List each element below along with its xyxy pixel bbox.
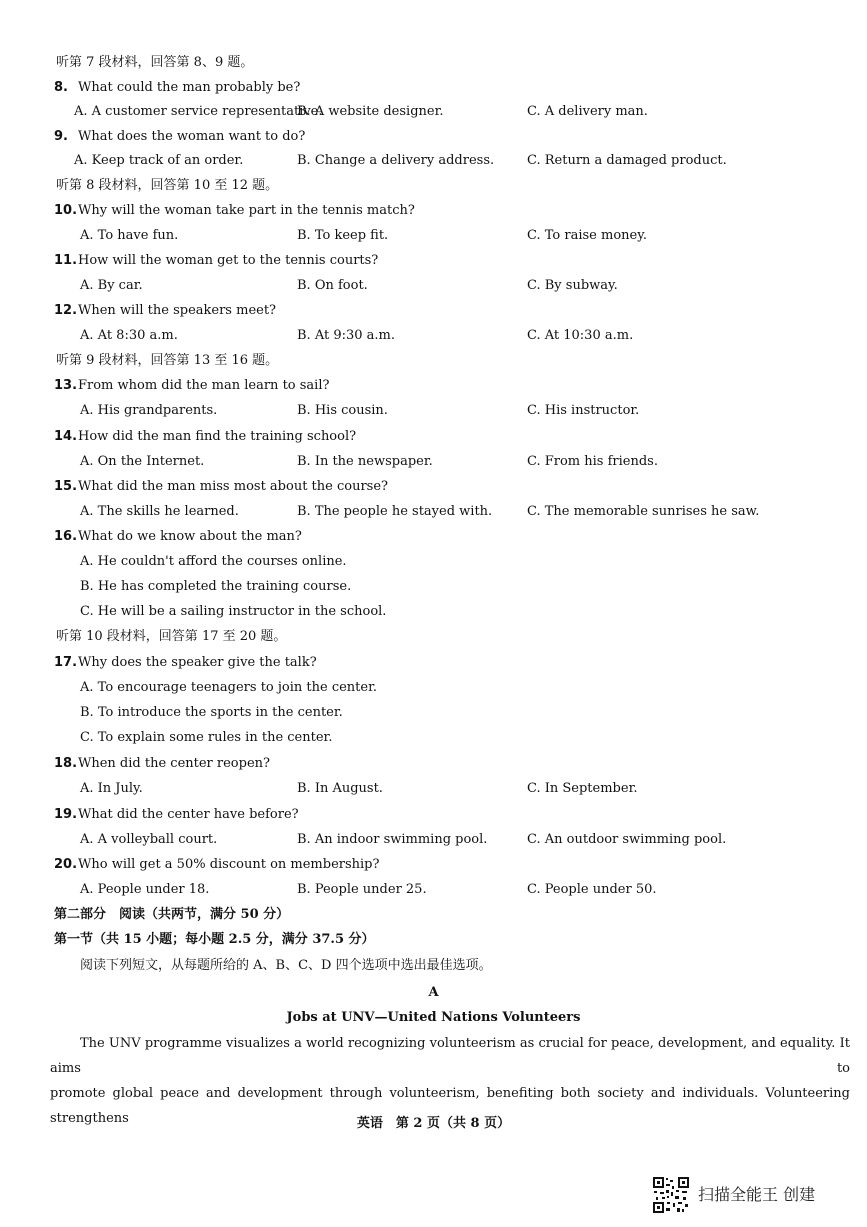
question [0,200,867,222]
options-row [0,576,867,598]
options-row [0,677,867,699]
options-row [0,551,867,573]
section-text: 听第 7 段材料，回答第 8、9 题。 [56,55,254,70]
question-number: 12. [54,303,78,318]
question-number: 19. [54,807,78,822]
options-row [0,400,867,422]
question-text: Who will get a 50% discount on membership? [78,857,380,872]
question-text: When will the speakers meet? [78,303,277,318]
section-text: 听第 10 段材料，回答第 17 至 20 题。 [56,629,287,644]
section-text: 听第 8 段材料，回答第 10 至 12 题。 [56,178,279,193]
option-b: B. His cousin. [297,403,388,418]
question-text: How did the man find the training school? [78,429,357,444]
option-b: B. In the newspaper. [297,454,433,469]
option-a: A. The skills he learned. [80,504,239,519]
watermark-text: 扫描全能王 创建 [698,1185,816,1204]
option-b: B. A website designer. [297,104,444,119]
question-number: 14. [54,429,78,444]
question-text: What does the woman want to do? [78,129,306,144]
section-text: 听第 9 段材料，回答第 13 至 16 题。 [56,353,279,368]
passage-letter: A [428,985,439,1000]
question [0,426,867,448]
option-a: A. His grandparents. [80,403,218,418]
question-text: How will the woman get to the tennis courts? [78,253,379,268]
question [0,476,867,498]
option-c: C. He will be a sailing instructor in the school. [80,604,387,619]
question-text: When did the center reopen? [78,756,270,771]
options-row [0,778,867,800]
option-c: C. A delivery man. [527,104,648,119]
option-c: C. To raise money. [527,228,647,243]
option-c: C. An outdoor swimming pool. [527,832,727,847]
question-number: 8. [54,80,68,95]
option-a: A. To have fun. [80,228,179,243]
section-header [0,350,867,372]
question [0,375,867,397]
question-number: 9. [54,129,68,144]
question-number: 10. [54,203,78,218]
paragraph-line: The UNV programme visualizes a world recognizing volunteerism as crucial for peace, development, and equality. It aims to [50,1036,850,1076]
option-b: B. An indoor swimming pool. [297,832,488,847]
option-a: A. Keep track of an order. [74,153,244,168]
option-c: C. The memorable sunrises he saw. [527,504,760,519]
options-row [0,702,867,724]
section-heading-text: 第一节（共 15 小题；每小题 2.5 分，满分 37.5 分） [54,932,375,947]
options-row [0,451,867,473]
question-number: 18. [54,756,78,771]
instruction-text: 阅读下列短文，从每题所给的 A、B、C、D 四个选项中选出最佳选项。 [80,958,492,973]
paragraph-line: promote global peace and development through volunteerism, benefiting both society and individuals. Volunteering strengthens [50,1086,850,1126]
option-a: A. At 8:30 a.m. [80,328,178,343]
option-b: B. To introduce the sports in the center. [80,705,343,720]
question [0,652,867,674]
option-a: A. He couldn't afford the courses online. [80,554,347,569]
option-a: A. On the Internet. [80,454,205,469]
question-text: What did the center have before? [78,807,299,822]
question [0,753,867,775]
option-c: C. His instructor. [527,403,640,418]
passage-title: Jobs at UNV—United Nations Volunteers [286,1010,581,1025]
option-a: A. A customer service representative. [74,104,323,119]
instruction [0,955,867,977]
option-b: B. Change a delivery address. [297,153,495,168]
section-header [0,626,867,648]
option-a: A. To encourage teenagers to join the center. [80,680,378,695]
options-row [0,879,867,901]
qr-code-icon [652,1176,690,1214]
option-b: B. On foot. [297,278,368,293]
question [0,250,867,272]
question [0,804,867,826]
option-b: B. To keep fit. [297,228,389,243]
option-c: C. Return a damaged product. [527,153,727,168]
option-a: A. By car. [80,278,143,293]
options-row [0,150,867,172]
question-text: Why will the woman take part in the tennis match? [78,203,415,218]
option-c: C. To explain some rules in the center. [80,730,333,745]
section-heading [0,929,867,951]
options-row [0,275,867,297]
options-row [0,829,867,851]
question [0,77,867,99]
question-number: 13. [54,378,78,393]
option-c: C. By subway. [527,278,618,293]
option-b: B. In August. [297,781,383,796]
option-b: B. People under 25. [297,882,427,897]
option-a: A. In July. [80,781,143,796]
part-heading-text: 第二部分 阅读（共两节，满分 50 分） [54,907,290,922]
option-c: C. From his friends. [527,454,658,469]
options-row [0,325,867,347]
question-text: What could the man probably be? [78,80,301,95]
question-number: 11. [54,253,78,268]
section-header [0,175,867,197]
option-a: A. A volleyball court. [80,832,218,847]
option-a: A. People under 18. [80,882,210,897]
question-number: 17. [54,655,78,670]
question-text: What do we know about the man? [78,529,302,544]
question [0,526,867,548]
option-c: C. At 10:30 a.m. [527,328,634,343]
option-b: B. He has completed the training course. [80,579,352,594]
option-c: C. People under 50. [527,882,657,897]
options-row [0,501,867,523]
options-row [0,101,867,123]
options-row [0,727,867,749]
question-text: What did the man miss most about the course? [78,479,389,494]
question [0,300,867,322]
question [0,126,867,148]
question-number: 20. [54,857,78,872]
options-row [0,601,867,623]
section-header [0,52,867,74]
question-number: 15. [54,479,78,494]
question-text: Why does the speaker give the talk? [78,655,317,670]
question-text: From whom did the man learn to sail? [78,378,330,393]
part-heading [0,904,867,926]
page-footer: 英语 第 2 页（共 8 页） [356,1116,511,1131]
options-row [0,225,867,247]
question-number: 16. [54,529,78,544]
option-b: B. The people he stayed with. [297,504,493,519]
option-c: C. In September. [527,781,638,796]
option-b: B. At 9:30 a.m. [297,328,396,343]
question [0,854,867,876]
